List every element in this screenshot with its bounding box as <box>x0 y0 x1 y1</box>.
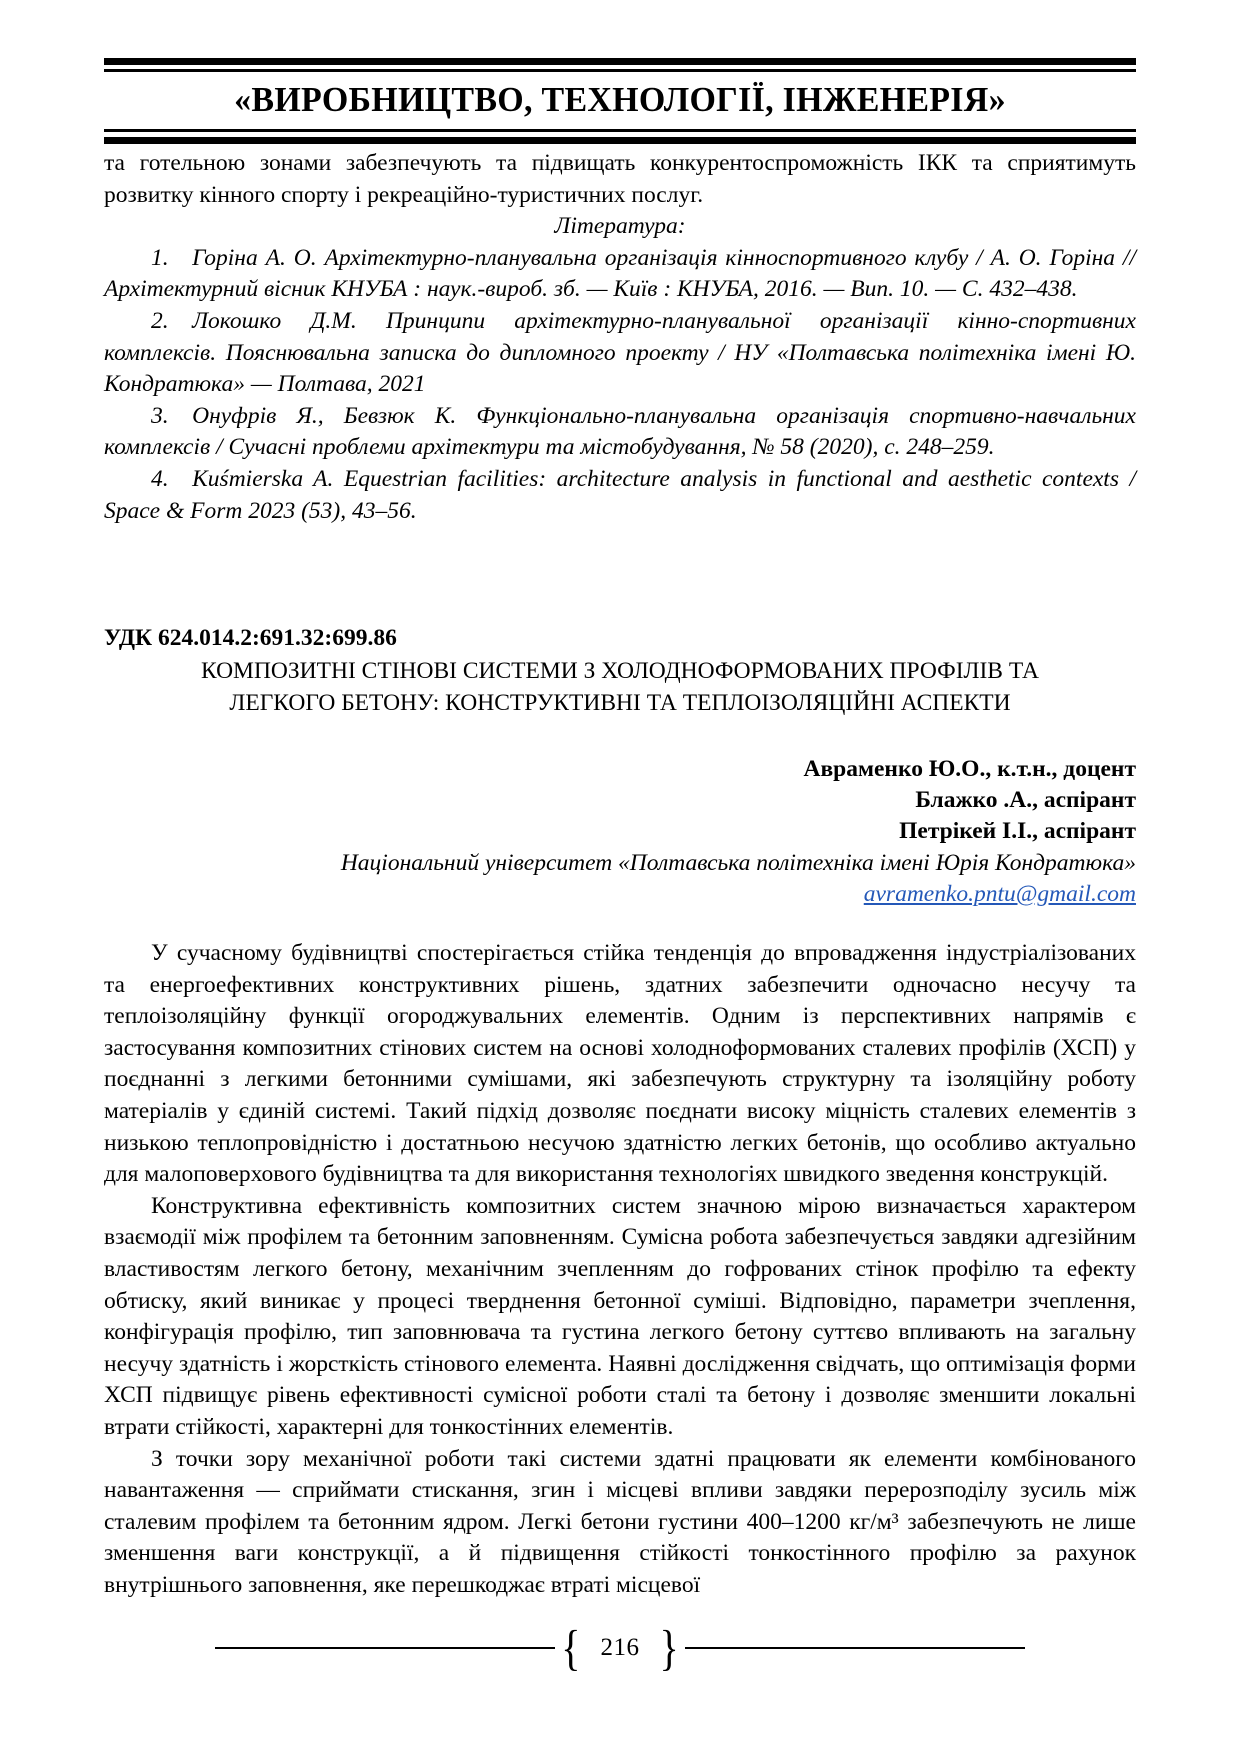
reference-item: 1. Горіна А. О. Архітектурно-планувальна організація кінноспортивного клубу / А. О. Горіна // Архітектурний вісник КНУБА : наук.-вироб. зб. — Київ : КНУБА, 2016. — Вип. 10. — С. 432–438. <box>104 244 1136 303</box>
body-paragraph: У сучасному будівництві спостерігається стійка тенденція до впровадження індустріалізованих та енергоефективних конструктивних рішень, здатних забезпечити одночасно несучу та теплоізоляційну функції огороджувальних елементів. Одним із перспективних напрямів є застосування композитних стінових систем на основі холодноформованих сталевих профілів (ХСП) у поєднанні з легкими бетонними сумішами, які забезпечують структурну та ізоляційну роботу матеріалів у єдиній системі. Такий підхід дозволяє поєднати високу міцність сталевих елементів з низькою теплопровідністю і достатньою несучою здатністю легких бетонів, що особливо актуально для малоповерхового будівництва та для використання технологіях швидкого зведення конструкцій. <box>104 940 1136 1188</box>
udk-code: УДК 624.014.2:691.32:699.86 <box>104 625 397 652</box>
reference-item: 4. Kuśmierska A. Equestrian facilities: architecture analysis in functional and aesthetic contexts / Space & Form 2023 (53), 43–56. <box>104 465 1136 524</box>
running-head-rule-top-thick <box>104 58 1136 65</box>
page-content <box>104 148 1136 1602</box>
footer-brace-left: { <box>561 1619 581 1676</box>
article-title-line-2: ЛЕГКОГО БЕТОНУ: КОНСТРУКТИВНІ ТА ТЕПЛОІЗОЛЯЦІЙНІ АСПЕКТИ <box>229 689 1011 716</box>
affiliation: Національний університет «Полтавська політехніка імені Юрія Кондратюка» <box>340 849 1136 876</box>
footer-rule-left <box>215 1647 555 1649</box>
reference-item: 2. Локошко Д.М. Принципи архітектурно-планувальної організації кінно-спортивних комплексів. Пояснювальна записка до дипломного проекту / НУ «Полтавська політехніка імені Ю. Кондратюка» — Полтава, 2021 <box>104 307 1136 398</box>
article-title-line-1: КОМПОЗИТНІ СТІНОВІ СИСТЕМИ З ХОЛОДНОФОРМОВАНИХ ПРОФІЛІВ ТА <box>201 657 1039 684</box>
continued-paragraph: та готельною зонами забезпечують та підвищать конкурентоспроможність ІКК та сприятимуть розвитку кінного спорту і рекреаційно-туристичних послуг. <box>104 150 1136 208</box>
page-number: 216 <box>600 1634 640 1661</box>
author-name-2: Блажко .А., аспірант <box>915 787 1136 814</box>
body-paragraph: Конструктивна ефективність композитних систем значною мірою визначається характером взаємодії між профілем та бетонним заповненням. Сумісна робота забезпечується завдяки адгезійним властивостям легкого бетону, механічним зчепленням до гофрованих стінок профілю та ефекту обтиску, який виникає у процесі тверднення бетонної суміші. Відповідно, параметри зчеплення, конфігурація профілю, тип заповнювача та густина легкого бетону суттєво впливають на загальну несучу здатність і жорсткість стінового елемента. Наявні дослідження свідчать, що оптимізація форми ХСП підвищує рівень ефективності сумісної роботи сталі та бетону і дозволяє зменшити локальні втрати стійкості, характерні для тонкостінних елементів. <box>104 1192 1136 1440</box>
running-head-rule-bottom-thick <box>104 137 1136 144</box>
running-head-title: «ВИРОБНИЦТВО, ТЕХНОЛОГІЇ, ІНЖЕНЕРІЯ» <box>234 80 1006 119</box>
author-email-link[interactable]: avramenko.pntu@gmail.com <box>863 880 1136 907</box>
footer-rule-right <box>685 1647 1025 1649</box>
page-footer <box>0 1619 1240 1676</box>
body-paragraph: З точки зору механічної роботи такі системи здатні працювати як елементи комбінованого навантаження — сприймати стискання, згин і місцеві впливи завдяки перерозподілу зусиль між сталевим профілем та бетонним ядром. Легкі бетони густини 400–1200 кг/м³ забезпечують не лише зменшення ваги конструкції, а й підвищення стійкості тонкостінного профілю за рахунок внутрішнього заповнення, яке перешкоджає втраті місцевої <box>104 1445 1136 1598</box>
footer-brace-right: } <box>659 1619 679 1676</box>
reference-item: 3. Онуфрів Я., Бевзюк К. Функціонально-планувальна організація спортивно-навчальних комплексів / Сучасні проблеми архітектури та містобудування, № 58 (2020), с. 248–259. <box>104 402 1136 461</box>
email-line <box>104 879 1136 910</box>
running-head <box>104 58 1136 144</box>
author-name-1: Авраменко Ю.О., к.т.н., доцент <box>803 755 1136 782</box>
references-heading: Література: <box>554 213 686 240</box>
author-name-3: Петрікей І.І., аспірант <box>899 818 1136 845</box>
